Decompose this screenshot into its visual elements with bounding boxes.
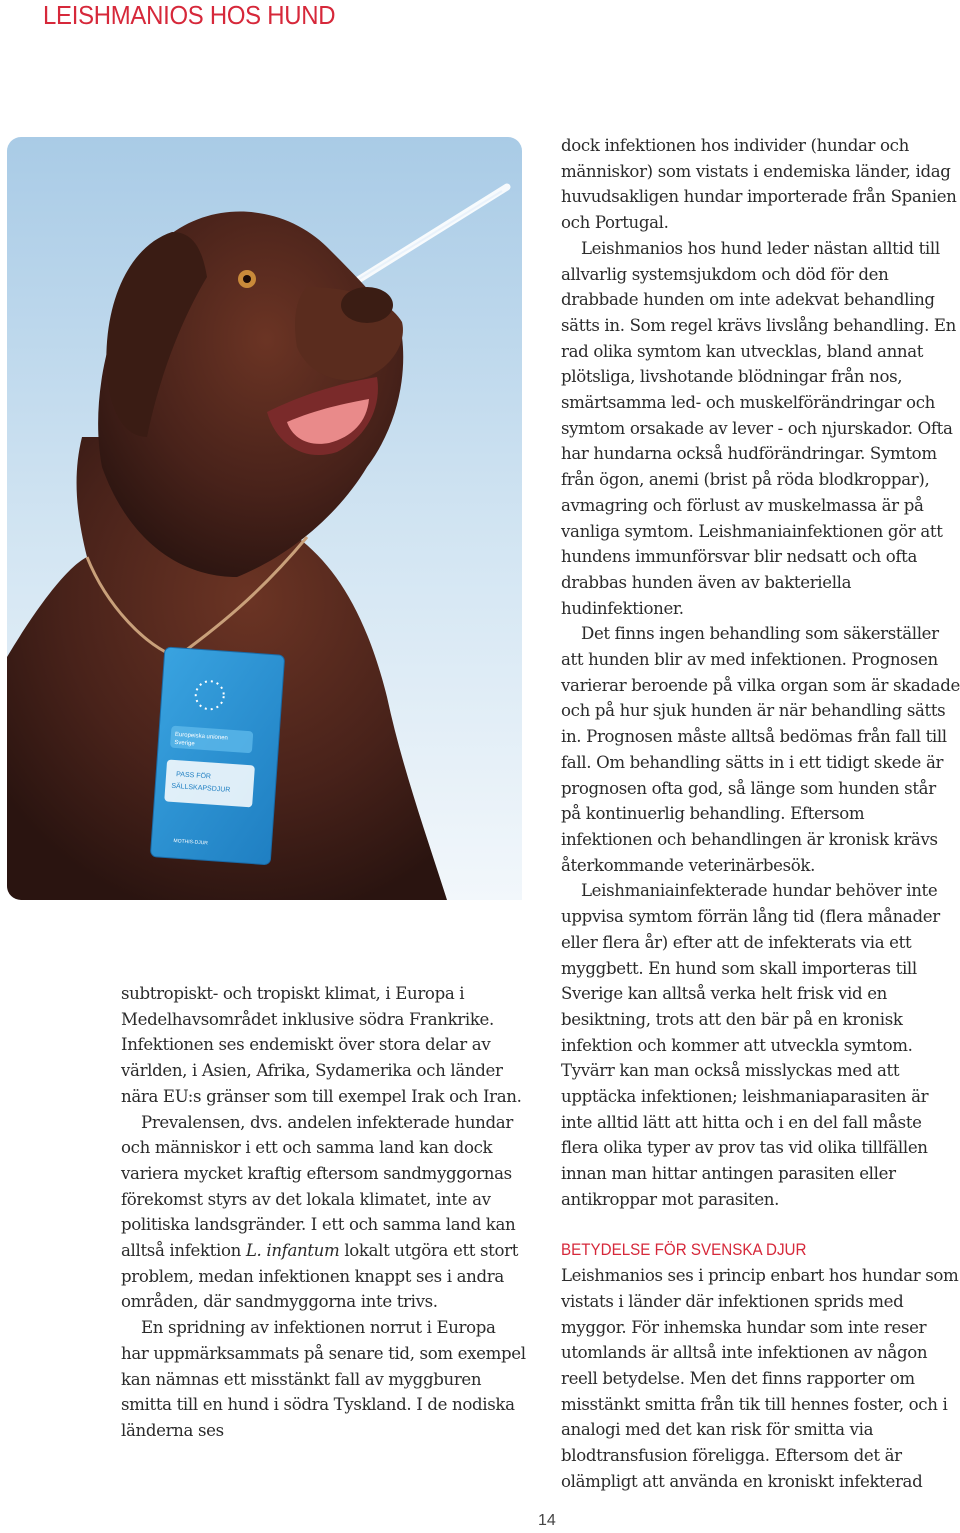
left-column [121,981,526,1444]
paragraph: Det finns ingen behandling som säkerställer att hunden blir av med infektionen. Prognosen varierar beroende på vilka organ som är skadade och på hur sjuk hunden är när behandling sätts in. Prognosen måste alltså bedömas från fall till fall. Om behandling sätts in i ett tidigt skede är prognosen ofta god, så länge som hunden står på kontinuerlig behandling. Eftersom infektionen och behandlingen är kronisk krävs återkommande veterinärbesök. [561,624,960,875]
paragraph: Leishmanios ses i princip enbart hos hundar som vistats i länder där infektionen sprids med myggor. För inhemska hundar som inte reser utomlands är alltså inte infektionen av någon reell betydelse. Men det finns rapporter om misstänkt smitta från tik till hennes foster, och i analogi med det kan risk för smitta via blodtransfusion föreligga. Eftersom det är olämpligt att använda en kroniskt infekterad [561,1266,959,1491]
paragraph: dock infektionen hos individer (hundar och människor) som vistats i endemiska länder, idag huvudsakligen hundar importerade från Spanien och Portugal. [561,136,957,233]
paragraph: Leishmanios hos hund leder nästan alltid till allvarlig systemsjukdom och död för den drabbade hunden om inte adekvat behandling sätts in. Som regel krävs livslång behandling. En rad olika symtom kan utvecklas, bland annat plötsliga, livshotande blödningar från nos, smärtsamma led- och muskelförändringar och symtom orsakade av lever - och njurskador. Ofta har hundarna också hudförändringar. Symtom från ögon, anemi (brist på röda blodkroppar), avmagring och förlust av muskelmassa är på vanliga symtom. Leishmaniainfektionen gör att hundens immunförsvar blir nedsatt och ofta drabbas hunden även av bakteriella hudinfektioner. [561,238,957,618]
booklet-line1: Europeiska unionen [174,731,229,742]
paragraph: subtropiskt- och tropiskt klimat, i Europa i Medelhavsområdet inklusive södra Frankrike. Infektionen ses endemiskt över stora delar av världen, i Asien, Afrika, Sydamerika och länder nära EU:s gränser som till exempel Irak och Iran. [121,984,522,1106]
booklet-title-line2: SÄLLSKAPSDJUR [171,782,231,794]
paragraph-text: Prevalensen, dvs. andelen infekterade hundar och människor i ett och samma land kan dock variera mycket kraftig eftersom sandmyggornas förekomst styrs av det lokala klimatet, inte av politiska landsgränder. I ett och samma land kan alltså infektion [121,1112,516,1261]
dog-photo [7,137,522,900]
booklet-footer: MOTHIS-DJUR [173,838,209,847]
section-heading: BETYDELSE FÖR SVENSKA DJUR [561,1240,807,1259]
booklet-line2: Sverige [174,739,195,748]
paragraph-text: lokalt utgöra ett stort problem, medan infektionen knappt ses i andra områden, där sandmyggorna inte trivs. [121,1241,519,1312]
species-name: L. infantum [245,1241,340,1261]
paragraph: Leishmaniainfekterade hundar behöver inte uppvisa symtom förrän lång tid (flera månader eller flera år) efter att de infekterats via ett myggbett. En hund som skall importeras till Sverige kan alltså verka helt frisk vid en besiktning, trots att den bär på en kronisk infektion och kommer att utveckla symtom. Tyvärr kan man också misslyckas med att upptäcka infektionen; leishmaniaparasiten är inte alltid lätt att hitta och i en del fall måste flera olika typer av prov tas vid olika tillfällen innan man hittar antingen parasiten eller antikroppar mot parasiten. [561,881,940,1209]
paragraph [121,1110,526,1316]
booklet-title-line1: PASS FÖR [175,771,212,781]
page-number: 14 [538,1512,556,1529]
paragraph: En spridning av infektionen norrut i Europa har uppmärksammats på senare tid, som exempel kan nämnas ett misstänkt fall av myggburen smitta till en hund i södra Tyskland. I de nodiska länderna ses [121,1318,526,1440]
right-column [561,133,960,1495]
page-title: LEISHMANIOS HOS HUND [43,0,336,30]
